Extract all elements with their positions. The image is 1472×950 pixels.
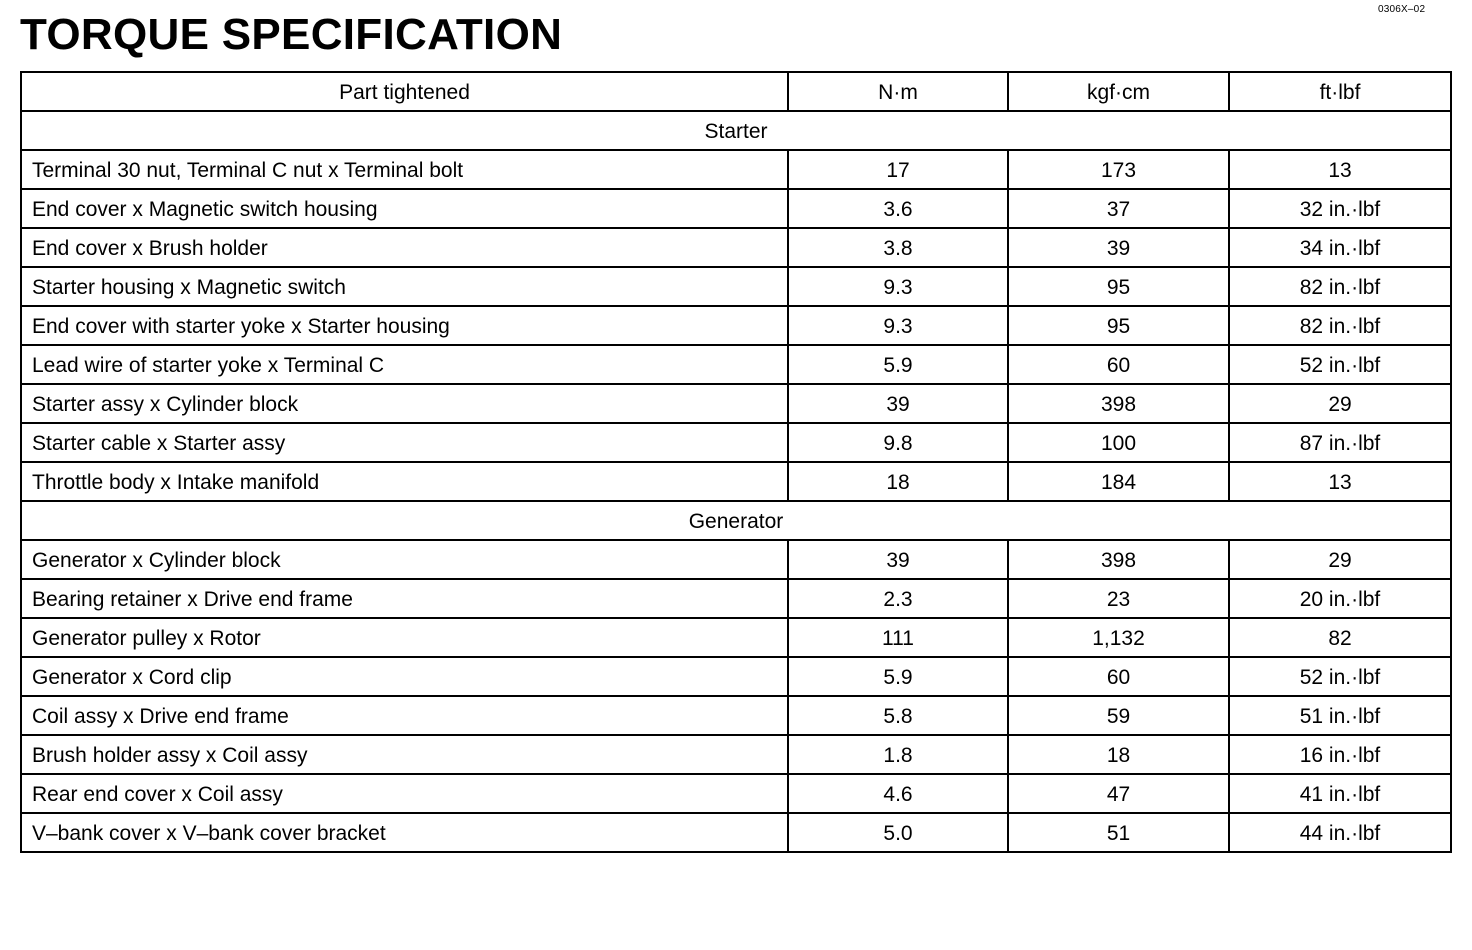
cell-ft-lbf: 29 xyxy=(1229,540,1451,579)
table-row xyxy=(21,423,1451,462)
cell-ft-lbf: 41 in.·lbf xyxy=(1229,774,1451,813)
cell-part-tightened: Bearing retainer x Drive end frame xyxy=(21,579,788,618)
cell-kgf-cm: 95 xyxy=(1008,267,1229,306)
cell-ft-lbf: 52 in.·lbf xyxy=(1229,657,1451,696)
cell-ft-lbf: 13 xyxy=(1229,462,1451,501)
cell-kgf-cm: 39 xyxy=(1008,228,1229,267)
cell-part-tightened: End cover with starter yoke x Starter housing xyxy=(21,306,788,345)
cell-ft-lbf: 44 in.·lbf xyxy=(1229,813,1451,852)
cell-kgf-cm: 398 xyxy=(1008,384,1229,423)
document-code: 0306X–02 xyxy=(1378,4,1426,15)
cell-nm: 2.3 xyxy=(788,579,1008,618)
cell-ft-lbf: 51 in.·lbf xyxy=(1229,696,1451,735)
cell-ft-lbf: 82 xyxy=(1229,618,1451,657)
cell-kgf-cm: 1,132 xyxy=(1008,618,1229,657)
table-row xyxy=(21,189,1451,228)
cell-nm: 5.0 xyxy=(788,813,1008,852)
table-row xyxy=(21,540,1451,579)
cell-nm: 17 xyxy=(788,150,1008,189)
cell-ft-lbf: 16 in.·lbf xyxy=(1229,735,1451,774)
cell-part-tightened: End cover x Brush holder xyxy=(21,228,788,267)
cell-nm: 3.6 xyxy=(788,189,1008,228)
cell-ft-lbf: 87 in.·lbf xyxy=(1229,423,1451,462)
cell-kgf-cm: 173 xyxy=(1008,150,1229,189)
cell-nm: 9.8 xyxy=(788,423,1008,462)
cell-kgf-cm: 47 xyxy=(1008,774,1229,813)
table-row xyxy=(21,150,1451,189)
table-row xyxy=(21,813,1451,852)
section-title: Generator xyxy=(21,501,1451,540)
table-row xyxy=(21,345,1451,384)
cell-part-tightened: Generator pulley x Rotor xyxy=(21,618,788,657)
cell-kgf-cm: 59 xyxy=(1008,696,1229,735)
table-row xyxy=(21,774,1451,813)
table-row xyxy=(21,579,1451,618)
table-row xyxy=(21,696,1451,735)
header-nm: N·m xyxy=(788,72,1008,111)
table-row xyxy=(21,306,1451,345)
cell-kgf-cm: 51 xyxy=(1008,813,1229,852)
cell-part-tightened: Terminal 30 nut, Terminal C nut x Terminal bolt xyxy=(21,150,788,189)
cell-nm: 5.9 xyxy=(788,345,1008,384)
header-ft-lbf: ft·lbf xyxy=(1229,72,1451,111)
cell-part-tightened: Starter cable x Starter assy xyxy=(21,423,788,462)
cell-part-tightened: Starter assy x Cylinder block xyxy=(21,384,788,423)
cell-kgf-cm: 184 xyxy=(1008,462,1229,501)
table-row xyxy=(21,384,1451,423)
cell-part-tightened: Starter housing x Magnetic switch xyxy=(21,267,788,306)
cell-part-tightened: Brush holder assy x Coil assy xyxy=(21,735,788,774)
table-row xyxy=(21,618,1451,657)
cell-part-tightened: Rear end cover x Coil assy xyxy=(21,774,788,813)
cell-nm: 5.9 xyxy=(788,657,1008,696)
cell-part-tightened: Coil assy x Drive end frame xyxy=(21,696,788,735)
torque-spec-table xyxy=(20,71,1452,853)
cell-part-tightened: Generator x Cord clip xyxy=(21,657,788,696)
cell-kgf-cm: 37 xyxy=(1008,189,1229,228)
cell-kgf-cm: 23 xyxy=(1008,579,1229,618)
cell-kgf-cm: 100 xyxy=(1008,423,1229,462)
cell-kgf-cm: 60 xyxy=(1008,345,1229,384)
table-row xyxy=(21,267,1451,306)
cell-nm: 18 xyxy=(788,462,1008,501)
cell-ft-lbf: 32 in.·lbf xyxy=(1229,189,1451,228)
header-kgf-cm: kgf·cm xyxy=(1008,72,1229,111)
cell-ft-lbf: 34 in.·lbf xyxy=(1229,228,1451,267)
cell-kgf-cm: 60 xyxy=(1008,657,1229,696)
cell-part-tightened: V–bank cover x V–bank cover bracket xyxy=(21,813,788,852)
cell-ft-lbf: 29 xyxy=(1229,384,1451,423)
cell-ft-lbf: 20 in.·lbf xyxy=(1229,579,1451,618)
cell-nm: 39 xyxy=(788,540,1008,579)
cell-part-tightened: Throttle body x Intake manifold xyxy=(21,462,788,501)
cell-nm: 39 xyxy=(788,384,1008,423)
cell-nm: 111 xyxy=(788,618,1008,657)
cell-ft-lbf: 82 in.·lbf xyxy=(1229,267,1451,306)
cell-nm: 4.6 xyxy=(788,774,1008,813)
cell-ft-lbf: 13 xyxy=(1229,150,1451,189)
cell-nm: 9.3 xyxy=(788,306,1008,345)
cell-kgf-cm: 398 xyxy=(1008,540,1229,579)
cell-nm: 1.8 xyxy=(788,735,1008,774)
cell-part-tightened: End cover x Magnetic switch housing xyxy=(21,189,788,228)
table-header-row xyxy=(21,72,1451,111)
cell-nm: 3.8 xyxy=(788,228,1008,267)
cell-nm: 9.3 xyxy=(788,267,1008,306)
page-title: TORQUE SPECIFICATION xyxy=(20,10,563,59)
cell-ft-lbf: 52 in.·lbf xyxy=(1229,345,1451,384)
table-row xyxy=(21,228,1451,267)
cell-part-tightened: Generator x Cylinder block xyxy=(21,540,788,579)
section-title: Starter xyxy=(21,111,1451,150)
section-row xyxy=(21,111,1451,150)
table-row xyxy=(21,462,1451,501)
table-row xyxy=(21,735,1451,774)
cell-kgf-cm: 18 xyxy=(1008,735,1229,774)
header-part-tightened: Part tightened xyxy=(21,72,788,111)
cell-nm: 5.8 xyxy=(788,696,1008,735)
section-row xyxy=(21,501,1451,540)
cell-ft-lbf: 82 in.·lbf xyxy=(1229,306,1451,345)
cell-kgf-cm: 95 xyxy=(1008,306,1229,345)
table-row xyxy=(21,657,1451,696)
cell-part-tightened: Lead wire of starter yoke x Terminal C xyxy=(21,345,788,384)
table-body xyxy=(21,111,1451,852)
